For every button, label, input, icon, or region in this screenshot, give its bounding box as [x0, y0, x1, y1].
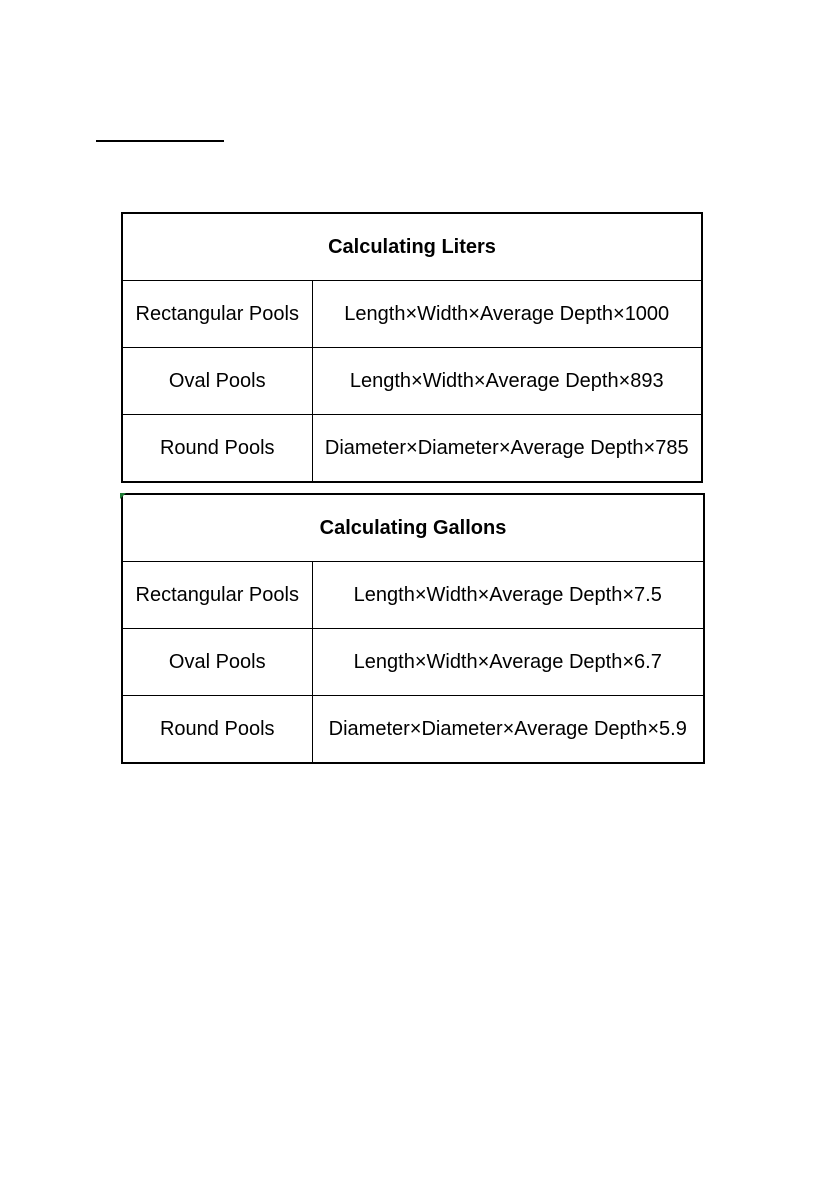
table-header-row	[122, 494, 704, 562]
liters-table	[121, 212, 703, 483]
formula-cell: Length×Width×Average Depth×7.5	[312, 562, 704, 629]
pool-type-cell: Oval Pools	[122, 348, 312, 415]
formula-cell: Diameter×Diameter×Average Depth×5.9	[312, 696, 704, 764]
pool-type-cell: Oval Pools	[122, 629, 312, 696]
table-header-row	[122, 213, 702, 281]
table-row	[122, 629, 704, 696]
heading-underline	[96, 140, 224, 142]
formula-cell: Diameter×Diameter×Average Depth×785	[312, 415, 702, 483]
formula-cell: Length×Width×Average Depth×893	[312, 348, 702, 415]
formula-cell: Length×Width×Average Depth×6.7	[312, 629, 704, 696]
gallons-table	[121, 493, 705, 764]
formula-cell: Length×Width×Average Depth×1000	[312, 281, 702, 348]
cell-indicator-icon	[120, 493, 126, 499]
pool-type-cell: Round Pools	[122, 696, 312, 764]
table-row	[122, 562, 704, 629]
pool-type-cell: Round Pools	[122, 415, 312, 483]
table-row	[122, 348, 702, 415]
table-row	[122, 415, 702, 483]
pool-type-cell: Rectangular Pools	[122, 281, 312, 348]
table-row	[122, 696, 704, 764]
gallons-table-title: Calculating Gallons	[122, 494, 704, 562]
pool-type-cell: Rectangular Pools	[122, 562, 312, 629]
liters-table-title: Calculating Liters	[122, 213, 702, 281]
table-row	[122, 281, 702, 348]
